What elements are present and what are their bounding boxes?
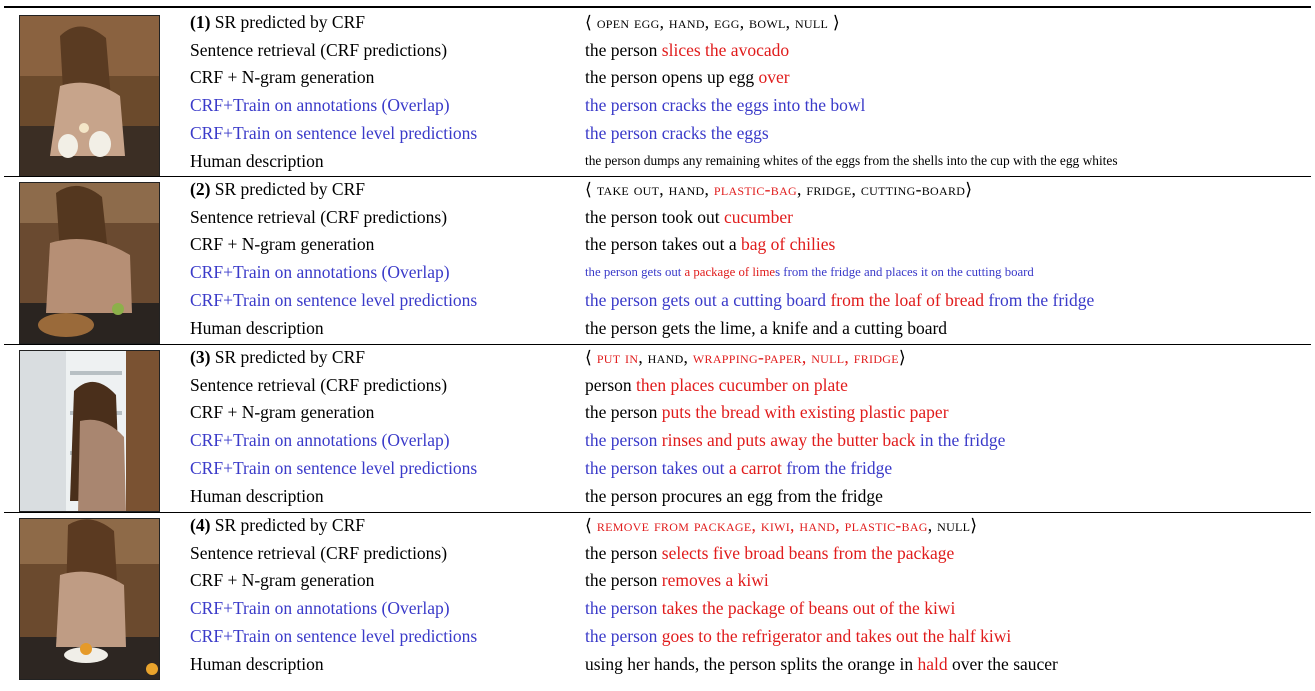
method-label-text: CRF + N-gram generation: [190, 570, 375, 591]
method-label-text: Sentence retrieval (CRF predictions): [190, 542, 448, 563]
method-label: [190, 373, 447, 397]
text-segment: the person: [585, 430, 662, 451]
method-label-text: Human description: [190, 653, 324, 674]
error-segment: takes the package of beans out of the kiwi: [661, 598, 956, 619]
text-segment: the person cracks the eggs: [585, 122, 769, 143]
generated-sentence: [585, 65, 790, 89]
result-row: [0, 232, 1315, 256]
text-segment: ⟨: [585, 347, 597, 367]
text-segment: the person gets the lime, a knife and a cutting board: [585, 317, 948, 338]
text-segment: in the fridge: [915, 430, 1006, 451]
result-row: [0, 624, 1315, 648]
method-label: [190, 484, 324, 508]
method-label-text: Human description: [190, 150, 324, 171]
method-label-text: SR predicted by CRF: [214, 347, 365, 367]
semantic-representation: [585, 513, 977, 537]
method-label: [190, 428, 450, 452]
example-number: (2): [190, 179, 211, 199]
generated-sentence: [585, 260, 1034, 284]
method-label: [190, 456, 477, 480]
method-label: [190, 541, 447, 565]
result-row: [0, 38, 1315, 62]
error-segment: rinses and puts away the butter back: [661, 430, 916, 451]
text-segment: the person: [585, 570, 662, 591]
result-row: [0, 260, 1315, 284]
text-segment: ⟨: [585, 179, 597, 199]
result-row: [0, 428, 1315, 452]
example-number: (1): [190, 12, 211, 32]
text-segment: ⟩: [898, 347, 907, 367]
generated-sentence: [585, 428, 1005, 452]
generated-sentence: [585, 652, 1058, 676]
result-row: [0, 149, 1315, 173]
text-segment: ⟩: [965, 179, 973, 199]
text-segment: the person takes out a: [585, 234, 741, 255]
semantic-representation: [585, 345, 906, 369]
method-label-text: CRF+Train on sentence level predictions: [190, 122, 478, 143]
result-row: [0, 513, 1315, 537]
semantic-representation: [585, 10, 840, 34]
text-segment: , null: [927, 515, 971, 535]
generated-sentence: [585, 232, 835, 256]
method-label: [190, 316, 324, 340]
generated-sentence: [585, 38, 789, 62]
method-label: [190, 596, 450, 620]
method-label-text: Human description: [190, 485, 324, 506]
text-segment: the person took out: [585, 206, 725, 227]
text-segment: the person: [585, 598, 662, 619]
generated-sentence: [585, 149, 1118, 173]
text-segment: from the fridge: [781, 457, 893, 478]
generated-sentence: [585, 456, 892, 480]
result-row: [0, 568, 1315, 592]
error-segment: puts the bread with existing plastic paper: [661, 402, 949, 423]
error-segment: a carrot: [728, 457, 782, 478]
result-row: [0, 316, 1315, 340]
method-label-text: Human description: [190, 317, 324, 338]
method-label: [190, 288, 477, 312]
text-segment: ⟩: [970, 515, 978, 535]
generated-sentence: [585, 205, 793, 229]
method-label-text: SR predicted by CRF: [214, 515, 365, 535]
method-label-text: CRF + N-gram generation: [190, 402, 375, 423]
error-segment: slices the avocado: [661, 39, 790, 60]
text-segment: ⟩: [828, 12, 840, 32]
method-label: [190, 10, 365, 34]
error-segment: remove from package, kiwi, hand, plastic-bag: [596, 515, 928, 535]
text-segment: open egg, hand, egg, bowl, null: [596, 12, 829, 32]
method-label: [190, 260, 450, 284]
top-rule: [4, 6, 1311, 8]
method-label: [190, 345, 365, 369]
text-segment: the person gets out a cutting board: [585, 289, 831, 310]
method-label: [190, 400, 374, 424]
text-segment: , fridge, cutting-board: [797, 179, 966, 199]
result-row: [0, 596, 1315, 620]
text-segment: ⟨: [585, 515, 597, 535]
method-label: [190, 205, 447, 229]
result-row: [0, 177, 1315, 201]
method-label-text: SR predicted by CRF: [214, 12, 365, 32]
text-segment: the person takes out: [585, 457, 729, 478]
method-label-text: CRF+Train on annotations (Overlap): [190, 95, 450, 116]
result-row: [0, 456, 1315, 480]
generated-sentence: [585, 121, 769, 145]
result-row: [0, 373, 1315, 397]
generated-sentence: [585, 624, 1011, 648]
error-segment: over: [758, 67, 790, 88]
method-label-text: CRF+Train on sentence level predictions: [190, 625, 478, 646]
method-label-text: SR predicted by CRF: [214, 179, 365, 199]
generated-sentence: [585, 93, 865, 117]
result-row: [0, 121, 1315, 145]
result-row: [0, 93, 1315, 117]
text-segment: the person gets out: [585, 265, 685, 280]
generated-sentence: [585, 541, 954, 565]
generated-sentence: [585, 568, 769, 592]
text-segment: take out, hand,: [596, 179, 714, 199]
method-label-text: CRF+Train on sentence level predictions: [190, 289, 478, 310]
result-row: [0, 205, 1315, 229]
error-segment: bag of chilies: [741, 234, 836, 255]
method-label: [190, 93, 450, 117]
method-label-text: Sentence retrieval (CRF predictions): [190, 374, 448, 395]
method-label-text: CRF + N-gram generation: [190, 67, 375, 88]
result-row: [0, 400, 1315, 424]
error-segment: from the loaf of bread: [830, 289, 984, 310]
method-label-text: CRF+Train on annotations (Overlap): [190, 262, 450, 283]
error-segment: hald: [917, 653, 948, 674]
method-label: [190, 624, 477, 648]
text-segment: over the saucer: [947, 653, 1058, 674]
method-label: [190, 177, 365, 201]
error-segment: a package of lime: [684, 265, 776, 280]
method-label-text: CRF+Train on sentence level predictions: [190, 457, 478, 478]
method-label: [190, 149, 324, 173]
result-row: [0, 10, 1315, 34]
text-segment: using her hands, the person splits the orange in: [585, 653, 918, 674]
text-segment: the person: [585, 625, 662, 646]
error-segment: plastic-bag: [713, 179, 797, 199]
generated-sentence: [585, 400, 949, 424]
method-label: [190, 568, 374, 592]
method-label-text: Sentence retrieval (CRF predictions): [190, 39, 448, 60]
generated-sentence: [585, 288, 1094, 312]
text-segment: the person dumps any remaining whites of the eggs from the shells into the cup with the egg whites: [585, 152, 1118, 168]
text-segment: the person: [585, 402, 662, 423]
generated-sentence: [585, 484, 883, 508]
text-segment: person: [585, 374, 637, 395]
method-label: [190, 232, 374, 256]
result-row: [0, 541, 1315, 565]
result-row: [0, 484, 1315, 508]
method-label-text: CRF + N-gram generation: [190, 234, 375, 255]
result-row: [0, 288, 1315, 312]
text-segment: the person procures an egg from the fridge: [585, 485, 883, 506]
error-segment: selects five broad beans from the package: [661, 542, 955, 563]
text-segment: the person opens up egg: [585, 67, 759, 88]
text-segment: the person: [585, 39, 662, 60]
text-segment: , hand,: [638, 347, 693, 367]
error-segment: removes a kiwi: [661, 570, 769, 591]
method-label: [190, 513, 365, 537]
error-segment: put in: [596, 347, 639, 367]
method-label-text: CRF+Train on annotations (Overlap): [190, 598, 450, 619]
error-segment: goes to the refrigerator and takes out the half kiwi: [661, 625, 1012, 646]
text-segment: ⟨: [585, 12, 597, 32]
generated-sentence: [585, 596, 955, 620]
generated-sentence: [585, 373, 848, 397]
method-label: [190, 652, 324, 676]
result-row: [0, 345, 1315, 369]
method-label: [190, 121, 477, 145]
method-label: [190, 38, 447, 62]
example-number: (4): [190, 515, 211, 535]
method-label-text: CRF+Train on annotations (Overlap): [190, 430, 450, 451]
result-row: [0, 652, 1315, 676]
generated-sentence: [585, 316, 947, 340]
semantic-representation: [585, 177, 972, 201]
error-segment: cucumber: [724, 206, 794, 227]
text-segment: s from the fridge and places it on the cutting board: [775, 265, 1034, 280]
example-number: (3): [190, 347, 211, 367]
error-segment: wrapping-paper, null, fridge: [692, 347, 899, 367]
error-segment: then places cucumber on plate: [636, 374, 848, 395]
text-segment: the person cracks the eggs into the bowl: [585, 95, 866, 116]
text-segment: the person: [585, 542, 662, 563]
method-label: [190, 65, 374, 89]
method-label-text: Sentence retrieval (CRF predictions): [190, 206, 448, 227]
text-segment: from the fridge: [983, 289, 1095, 310]
result-row: [0, 65, 1315, 89]
